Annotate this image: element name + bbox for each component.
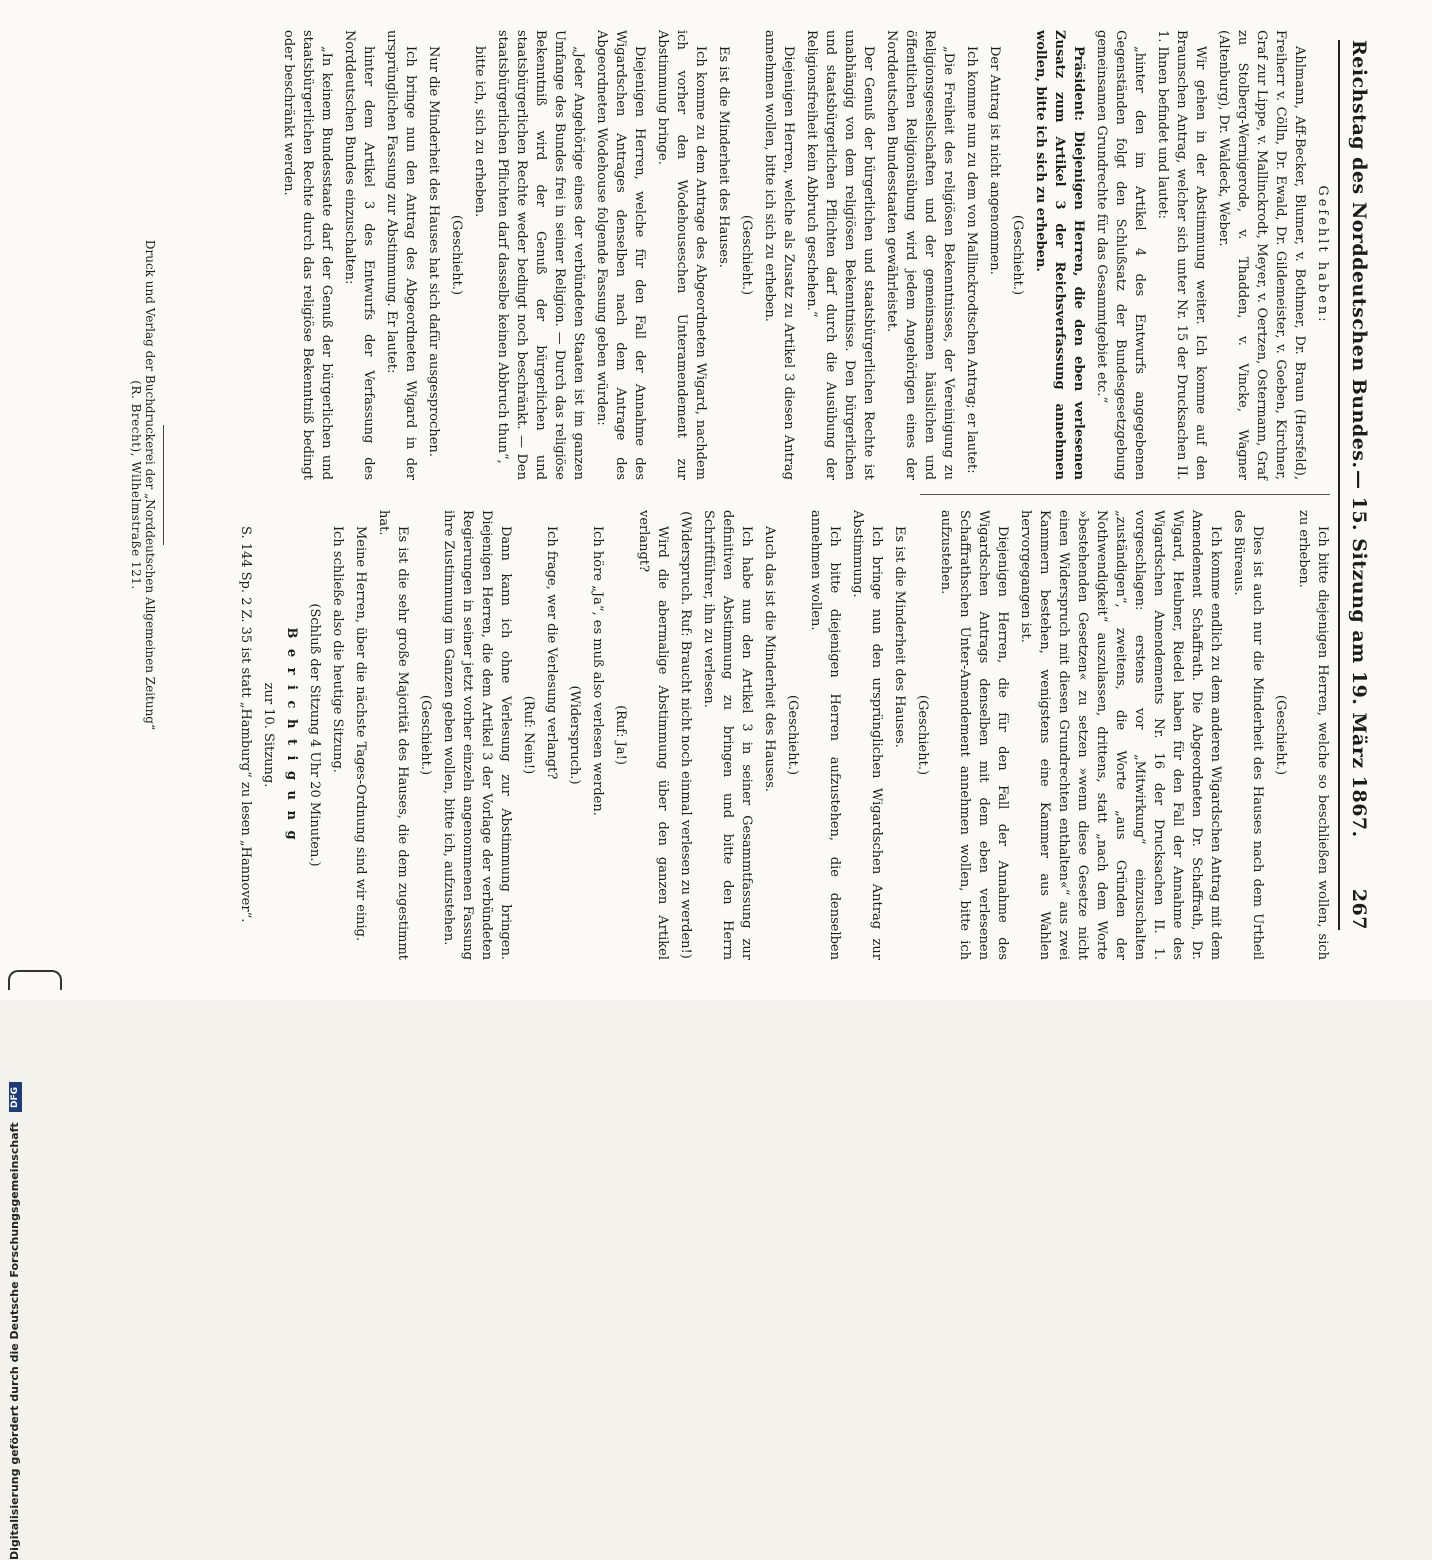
paragraph: Ahlmann, Aff-Becker, Blumer, v. Bothmer, Dr. Braun (Hersfeld), Freiherr v. Cölln, Dr. Ewald, Dr. Gildemeister, v. Goeben, Kirchner, Graf zur Lippe, v. Mallinckrodt, Meyer, v. Oertzen, Ostermann, Graf zu Stolberg-Wernigerode, v. Thadden, v. Vincke, Wagner (Altenburg), Dr. Waldeck, Weber. <box>1216 30 1307 480</box>
paragraph: Diejenigen Herren, welche als Zusatz zu Artikel 3 diesen Antrag annehmen wollen, bitte ich sich zu erheben. <box>762 30 796 480</box>
credit-text: Digitalisierung gefördert durch die Deutsche Forschungsgemeinschaft <box>8 1122 21 1560</box>
paragraph: Meine Herren, über die nächste Tages-Ordnung sind wir einig. <box>353 526 368 942</box>
page-title: Reichstag des Norddeutschen Bundes. <box>1348 40 1370 469</box>
paragraph: (Geschieht.) <box>1273 694 1288 776</box>
paragraph: (Ruf: Nein!) <box>521 695 536 775</box>
paragraph: (Geschieht.) <box>449 214 464 296</box>
paragraph: Nur die Minderheit des Hauses hat sich dafür ausgesprochen. <box>426 46 441 457</box>
paragraph: (Widerspruch.) <box>567 685 582 785</box>
paragraph: Diejenigen Herren, die für den Fall der Annahme des Wigardschen Antrags denselben mit dem eben verlesenen Schaffrathschen Unter-Amendement annehmen wollen, bitte ich aufzustehen. <box>938 510 1010 960</box>
paragraph: Diejenigen Herren, welche für den Fall der Annahme des Wigardschen Antrages denselben nach dem Antrage des Abgeordneten Wodehouse folgende Fassung geben würden: <box>594 30 647 480</box>
page-edge-mark <box>8 970 62 990</box>
paragraph: bitte ich, sich zu erheben. <box>472 46 487 218</box>
paragraph: Ich höre „Ja“, es muß also verlesen werden. <box>590 526 605 816</box>
left-text-column <box>275 30 1332 480</box>
paragraph: (Schluß der Sitzung 4 Uhr 20 Minuten.) <box>307 603 322 867</box>
paragraph: Es ist die Minderheit des Hauses. <box>716 46 731 268</box>
session-date: — 15. Sitzung am 19. März 1867. <box>1348 470 1370 838</box>
right-text-column <box>232 510 1332 960</box>
page-header <box>1338 40 1374 930</box>
imprint-line-2: (R. Brecht), Wilhelmstraße 121. <box>129 380 143 590</box>
paragraph: (Widerspruch. Ruf: Braucht nicht noch einmal verlesen zu werden!) <box>678 511 693 959</box>
paragraph: (Geschieht.) <box>785 694 800 776</box>
paragraph: hinter dem Artikel 3 des Entwurfs der Verfassung des Norddeutschen Bundes einzuschalten: <box>342 30 376 480</box>
paragraph: Ich komme zu dem Antrage des Abgeordneten Wigard, nachdem ich vorher den Wodehouseschen Unteramendement zur Abstimmung bringe. <box>655 30 708 480</box>
paragraph: Der Genuß der bürgerlichen und staatsbürgerlichen Rechte ist unabhängig von dem religiösen Bekenntnisse. Den bürgerlichen und staatsbürgerlichen Pflichten darf durch die Ausübung der Religionsfreiheit kein Abbruch geschehen.“ <box>804 30 876 480</box>
paragraph: Ich bitte diejenigen Herren aufzustehen, die denselben annehmen wollen. <box>808 510 842 960</box>
paragraph: Ich frage, wer die Verlesung verlangt? <box>544 526 559 780</box>
paragraph: Wir gehen in der Abstimmung weiter. Ich komme auf den Braunschen Antrag, welcher sich unter Nr. 15 der Drucksachen II. 1. Ihnen befindet und lautet: <box>1155 30 1208 480</box>
paragraph: Auch das ist die Minderheit des Hauses. <box>762 526 777 793</box>
imprint-footer <box>129 40 164 930</box>
paragraph: „hinter den im Artikel 4 des Entwurfs angegebenen Gegenständen folgt den Schlußsatz der Bundesgesetzgebung gemeinsamen Grundrechte für das Gesammtgebiet etc.“ <box>1094 30 1147 480</box>
paragraph: „Jeder Angehörige eines der verbündeten Staaten ist im ganzen Umfange des Bundes frei in seiner Religion. — Durch das religiöse Bekenntniß wird der Genuß der bürgerlichen und staatsbürgerlichen Rechte weder bedingt noch beschränkt. — Den staatsbürgerlichen Pflichten darf dasselbe keinen Abbruch thun“, <box>495 30 586 480</box>
paragraph: Gefehlt haben: <box>1315 185 1330 325</box>
paragraph: (Geschieht.) <box>418 694 433 776</box>
paragraph: Ich komme endlich zu dem anderen Wigardschen Antrag mit dem Amendement Schaffrath. Die Abgeordneten Dr. Schaffrath, Dr. Wigard, Heubner, Riedel haben für den Fall der Annahme des Wigardschen Amendements Nr. 16 der Drucksachen II. 1. vorgeschlagen: erstens vor „Mitwirkung“ einzuschalten „zuständigen“, zweitens, die Worte „aus Gründen der Nothwendigkeit“ auszulassen, drittens, statt „nach dem Worte »bestehenden Gesetzen« zu setzen »wenn diese Gesetze nicht einen Widerspruch mit diesen Grundrechten enthalten«“ aus zwei Kammern bestehen, wenigstens eine Kammer aus Wahlen hervorgegangen ist. <box>1018 510 1223 960</box>
paragraph: „In keinem Bundesstaate darf der Genuß der bürgerlichen und staatsbürgerlichen Rechte durch das religiöse Bekenntniß bedingt oder beschränkt werden. <box>281 30 334 480</box>
paragraph: Präsident: Diejenigen Herren, die den eben verlesenen Zusatz zum Artikel 3 der Reichsverfassung annehmen wollen, bitte ich sich zu erheben. <box>1033 30 1086 480</box>
page-number: 267 <box>1348 888 1370 930</box>
paragraph: Ich schließe also die heutige Sitzung. <box>330 526 345 773</box>
paragraph: Ich bringe nun den ursprünglichen Wigardschen Antrag zur Abstimmung. <box>850 510 884 960</box>
digitization-credit <box>8 1082 22 1560</box>
paragraph: (Geschieht.) <box>739 214 754 296</box>
paragraph: (Geschieht.) <box>915 694 930 776</box>
footer-rule <box>163 425 164 545</box>
paragraph: (Ruf: Ja!) <box>613 705 628 765</box>
paragraph: Dann kann ich ohne Verlesung zur Abstimmung bringen. Diejenigen Herren, die dem Artikel 3 der Vorlage der verbündeten Regierungen in seiner jetzt vorher einzeln angenommenen Fassung ihre Zustimmung im Ganzen geben wollen, bitte ich, aufzustehen. <box>441 510 513 960</box>
paragraph: Der Antrag ist nicht angenommen. <box>987 46 1002 275</box>
dfg-logo: DFG <box>9 1082 22 1112</box>
paragraph: Ich bitte diejenigen Herren, welche so beschließen wollen, sich zu erheben. <box>1296 510 1330 960</box>
paragraph: Ich habe nun den Artikel 3 in seiner Gesammtfassung zur definitiven Abstimmung zu bringen und bitte den Herrn Schriftführer, ihn zu verlesen. <box>701 510 754 960</box>
paragraph: Ich komme nun zu dem von Mallinckrodtschen Antrag; er lautet: <box>964 46 979 474</box>
paragraph: (Geschieht.) <box>1010 214 1025 296</box>
paragraph: Dies ist auch nur die Minderheit des Hauses nach dem Urtheil des Büreaus. <box>1231 510 1265 960</box>
column-divider <box>920 494 1330 495</box>
paragraph: „Die Freiheit des religiösen Bekenntnisses, der Vereinigung zu Religionsgesellschaften und der gemeinsamen häuslichen und öffentlichen Religionsübung wird jedem Angehörigen eines der Norddeutschen Bundesstaaten gewährleistet. <box>884 30 956 480</box>
paragraph: S. 144 Sp. 2 Z. 35 ist statt „Hamburg“ zu lesen „Hannover“. <box>238 526 253 923</box>
imprint-line-1: Druck und Verlag der Buchdruckerei der „Norddeutschen Allgemeinen Zeitung“ <box>143 239 157 731</box>
paragraph: Es ist die sehr große Majorität des Hauses, die dem zugestimmt hat. <box>376 510 410 960</box>
paragraph: B e r i c h t i g u n g <box>284 627 299 843</box>
paragraph: Wird die abermalige Abstimmung über den ganzen Artikel verlangt? <box>636 510 670 960</box>
paragraph: zur 10. Sitzung. <box>261 682 276 788</box>
paragraph: Es ist die Minderheit des Hauses. <box>892 526 907 748</box>
paragraph: Ich bringe nun den Antrag des Abgeordneten Wigard in der ursprünglichen Fassung zur Abstimmung. Er lautet: <box>384 30 418 480</box>
